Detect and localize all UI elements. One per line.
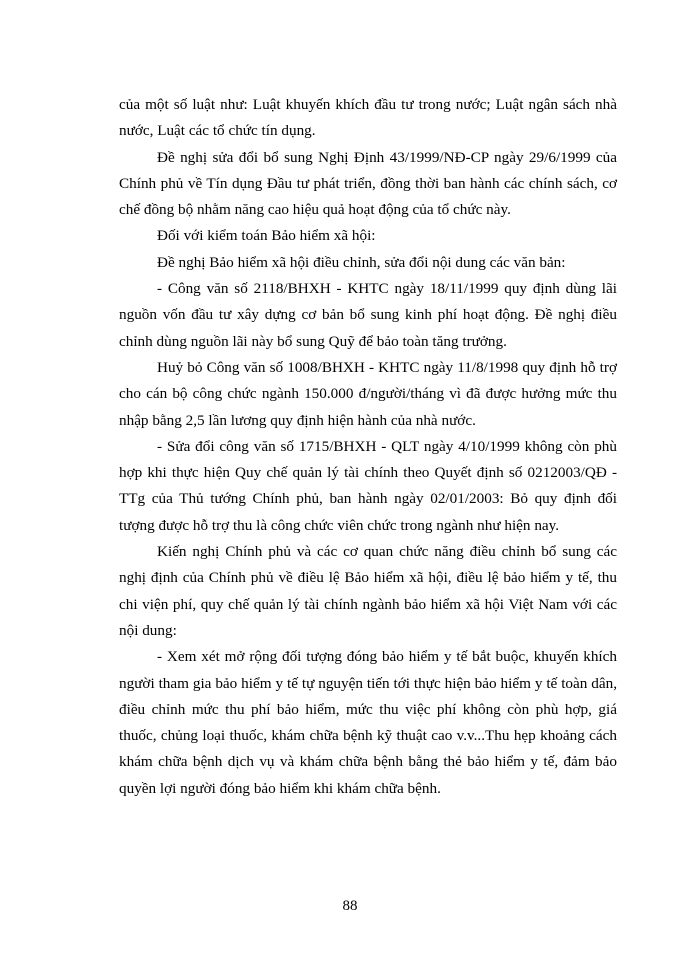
paragraph-dispatch-2118: - Công văn số 2118/BHXH - KHTC ngày 18/11/1999 quy định dùng lãi nguồn vốn đầu tư xây dựng cơ bản bổ sung kinh phí hoạt động. Đề nghị điều chỉnh dùng nguồn lãi này bổ sung Quỹ để bảo toàn tăng trưởng. <box>119 280 617 350</box>
paragraph-government-recommendation: Kiến nghị Chính phủ và các cơ quan chức năng điều chỉnh bổ sung các nghị định của Chính phủ về điều lệ Bảo hiểm xã hội, điều lệ bảo hiểm y tế, thu chi viện phí, quy chế quản lý tài chính ngành bảo hiểm xã hội Việt Nam với các nội dung: <box>119 543 617 639</box>
paragraph-decree-43: Đề nghị sửa đổi bổ sung Nghị Định 43/1999/NĐ-CP ngày 29/6/1999 của Chính phủ về Tín dụng Đầu tư phát triển, đồng thời ban hành các chính sách, cơ chế đồng bộ nhằm năng cao hiệu quả hoạt động của tổ chức này. <box>119 148 617 219</box>
paragraph-audit-heading: Đối với kiểm toán Bảo hiểm xã hội: <box>157 227 376 245</box>
page-number: 88 <box>342 898 358 914</box>
paragraph-continuation: của một số luật như: Luật khuyến khích đầu tư trong nước; Luật ngân sách nhà nước, Luật các tổ chức tín dụng. <box>119 96 617 140</box>
paragraph-dispatch-1715: - Sửa đổi công văn số 1715/BHXH - QLT ngày 4/10/1999 không còn phù hợp khi thực hiện Quy chế quản lý tài chính theo Quyết định số 0212003/QĐ - TTg của Thủ tướng Chính phủ, ban hành ngày 02/01/2003: Bỏ quy định đối tượng được hỗ trợ thu là công chức viên chức trong ngành như hiện nay. <box>119 437 617 534</box>
paragraph-proposal-intro: Đề nghị Bảo hiểm xã hội điều chỉnh, sửa đổi nội dung các văn bản: <box>157 253 566 271</box>
body-text <box>119 92 617 802</box>
paragraph-dispatch-1008: Huỷ bỏ Công văn số 1008/BHXH - KHTC ngày 11/8/1998 quy định hỗ trợ cho cán bộ công chức ngành 150.000 đ/người/tháng vì đã được hưởng mức thu nhập bằng 2,5 lần lương quy định hiện hành của nhà nước. <box>119 358 617 429</box>
paragraph-health-insurance: - Xem xét mở rộng đối tượng đóng bảo hiểm y tế bắt buộc, khuyến khích người tham gia bảo hiểm y tế tự nguyện tiến tới thực hiện bảo hiểm y tế toàn dân, điều chỉnh mức thu phí bảo hiểm, mức thu việc phí không còn phù hợp, giá thuốc, chủng loại thuốc, khám chữa bệnh kỹ thuật cao v.v...Thu hẹp khoảng cách khám chữa bệnh dịch vụ và khám chữa bệnh bằng thẻ bảo hiểm y tế, đảm bảo quyền lợi người đóng bảo hiểm khi khám chữa bệnh. <box>119 648 617 797</box>
